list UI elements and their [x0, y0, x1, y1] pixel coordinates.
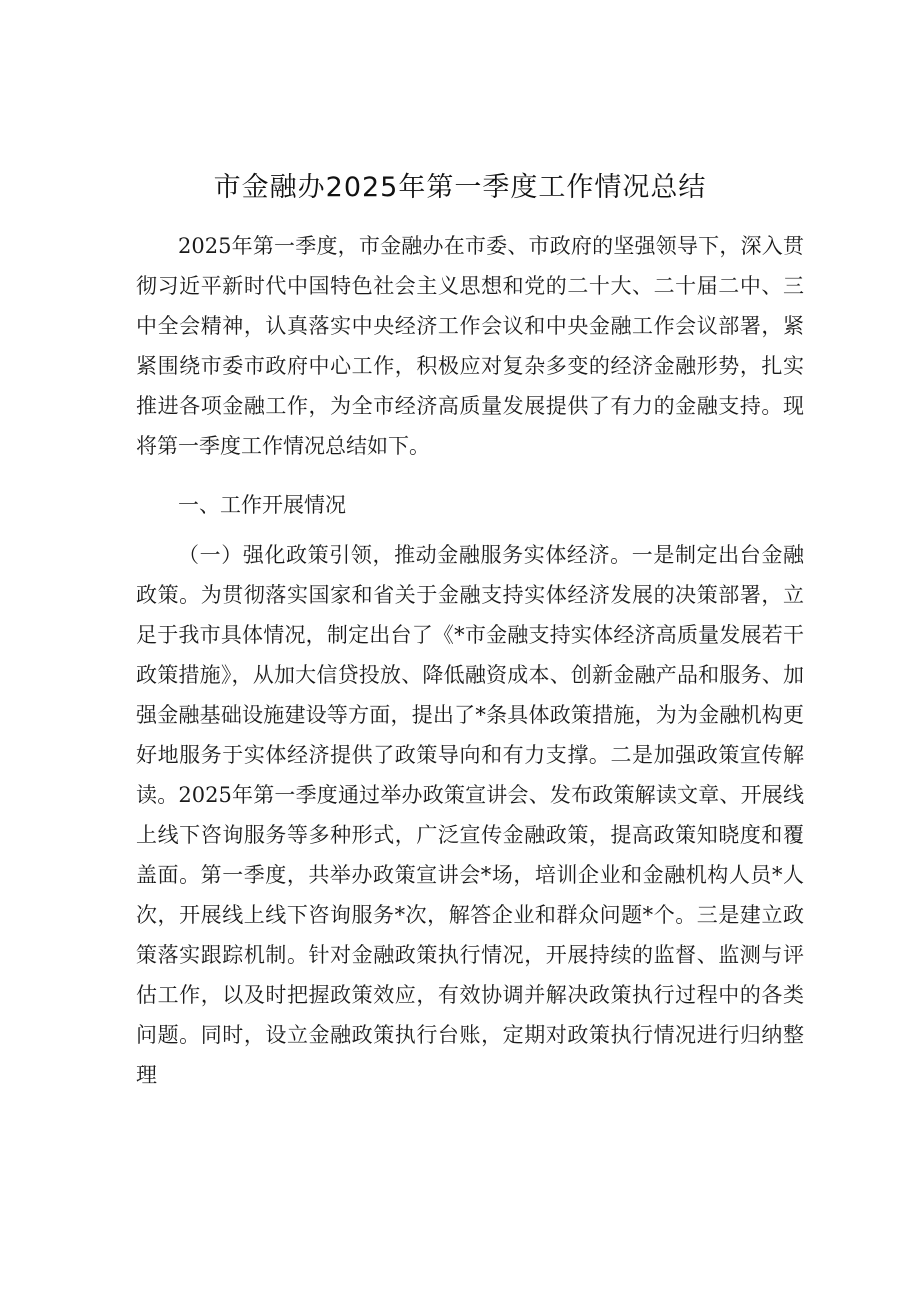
section-heading: 一、工作开展情况	[178, 493, 346, 517]
document-title: 市金融办2025年第一季度工作情况总结	[213, 172, 707, 203]
section1-paragraph: （一）强化政策引领，推动金融服务实体经济。一是制定出台金融政策。为贯彻落实国家和省关于金融支持实体经济发展的决策部署，立足于我市具体情况，制定出台了《*市金融支持实体经济高质量发展若干政策措施》，从加大信贷投放、降低融资成本、创新金融产品和服务、加强金融基础设施建设等方面，提出了*条具体政策措施，为为金融机构更好地服务于实体经济提供了政策导向和有力支撑。二是加强政策宣传解读。2025年第一季度通过举办政策宣讲会、发布政策解读文章、开展线上线下咨询服务等多种形式，广泛宣传金融政策，提高政策知晓度和覆盖面。第一季度，共举办政策宣讲会*场，培训企业和金融机构人员*人次，开展线上线下咨询服务*次，解答企业和群众问题*个。三是建立政策落实跟踪机制。针对金融政策执行情况，开展持续的监督、监测与评估工作，以及时把握政策效应，有效协调并解决政策执行过程中的各类问题。同时，设立金融政策执行台账，定期对政策执行情况进行归纳整理	[136, 543, 804, 1087]
intro-paragraph: 2025年第一季度，市金融办在市委、市政府的坚强领导下，深入贯彻习近平新时代中国特色社会主义思想和党的二十大、二十届二中、三中全会精神，认真落实中央经济工作会议和中央金融工作会议部署，紧紧围绕市委市政府中心工作，积极应对复杂多变的经济金融形势，扎实推进各项金融工作，为全市经济高质量发展提供了有力的金融支持。现将第一季度工作情况总结如下。	[136, 234, 804, 458]
